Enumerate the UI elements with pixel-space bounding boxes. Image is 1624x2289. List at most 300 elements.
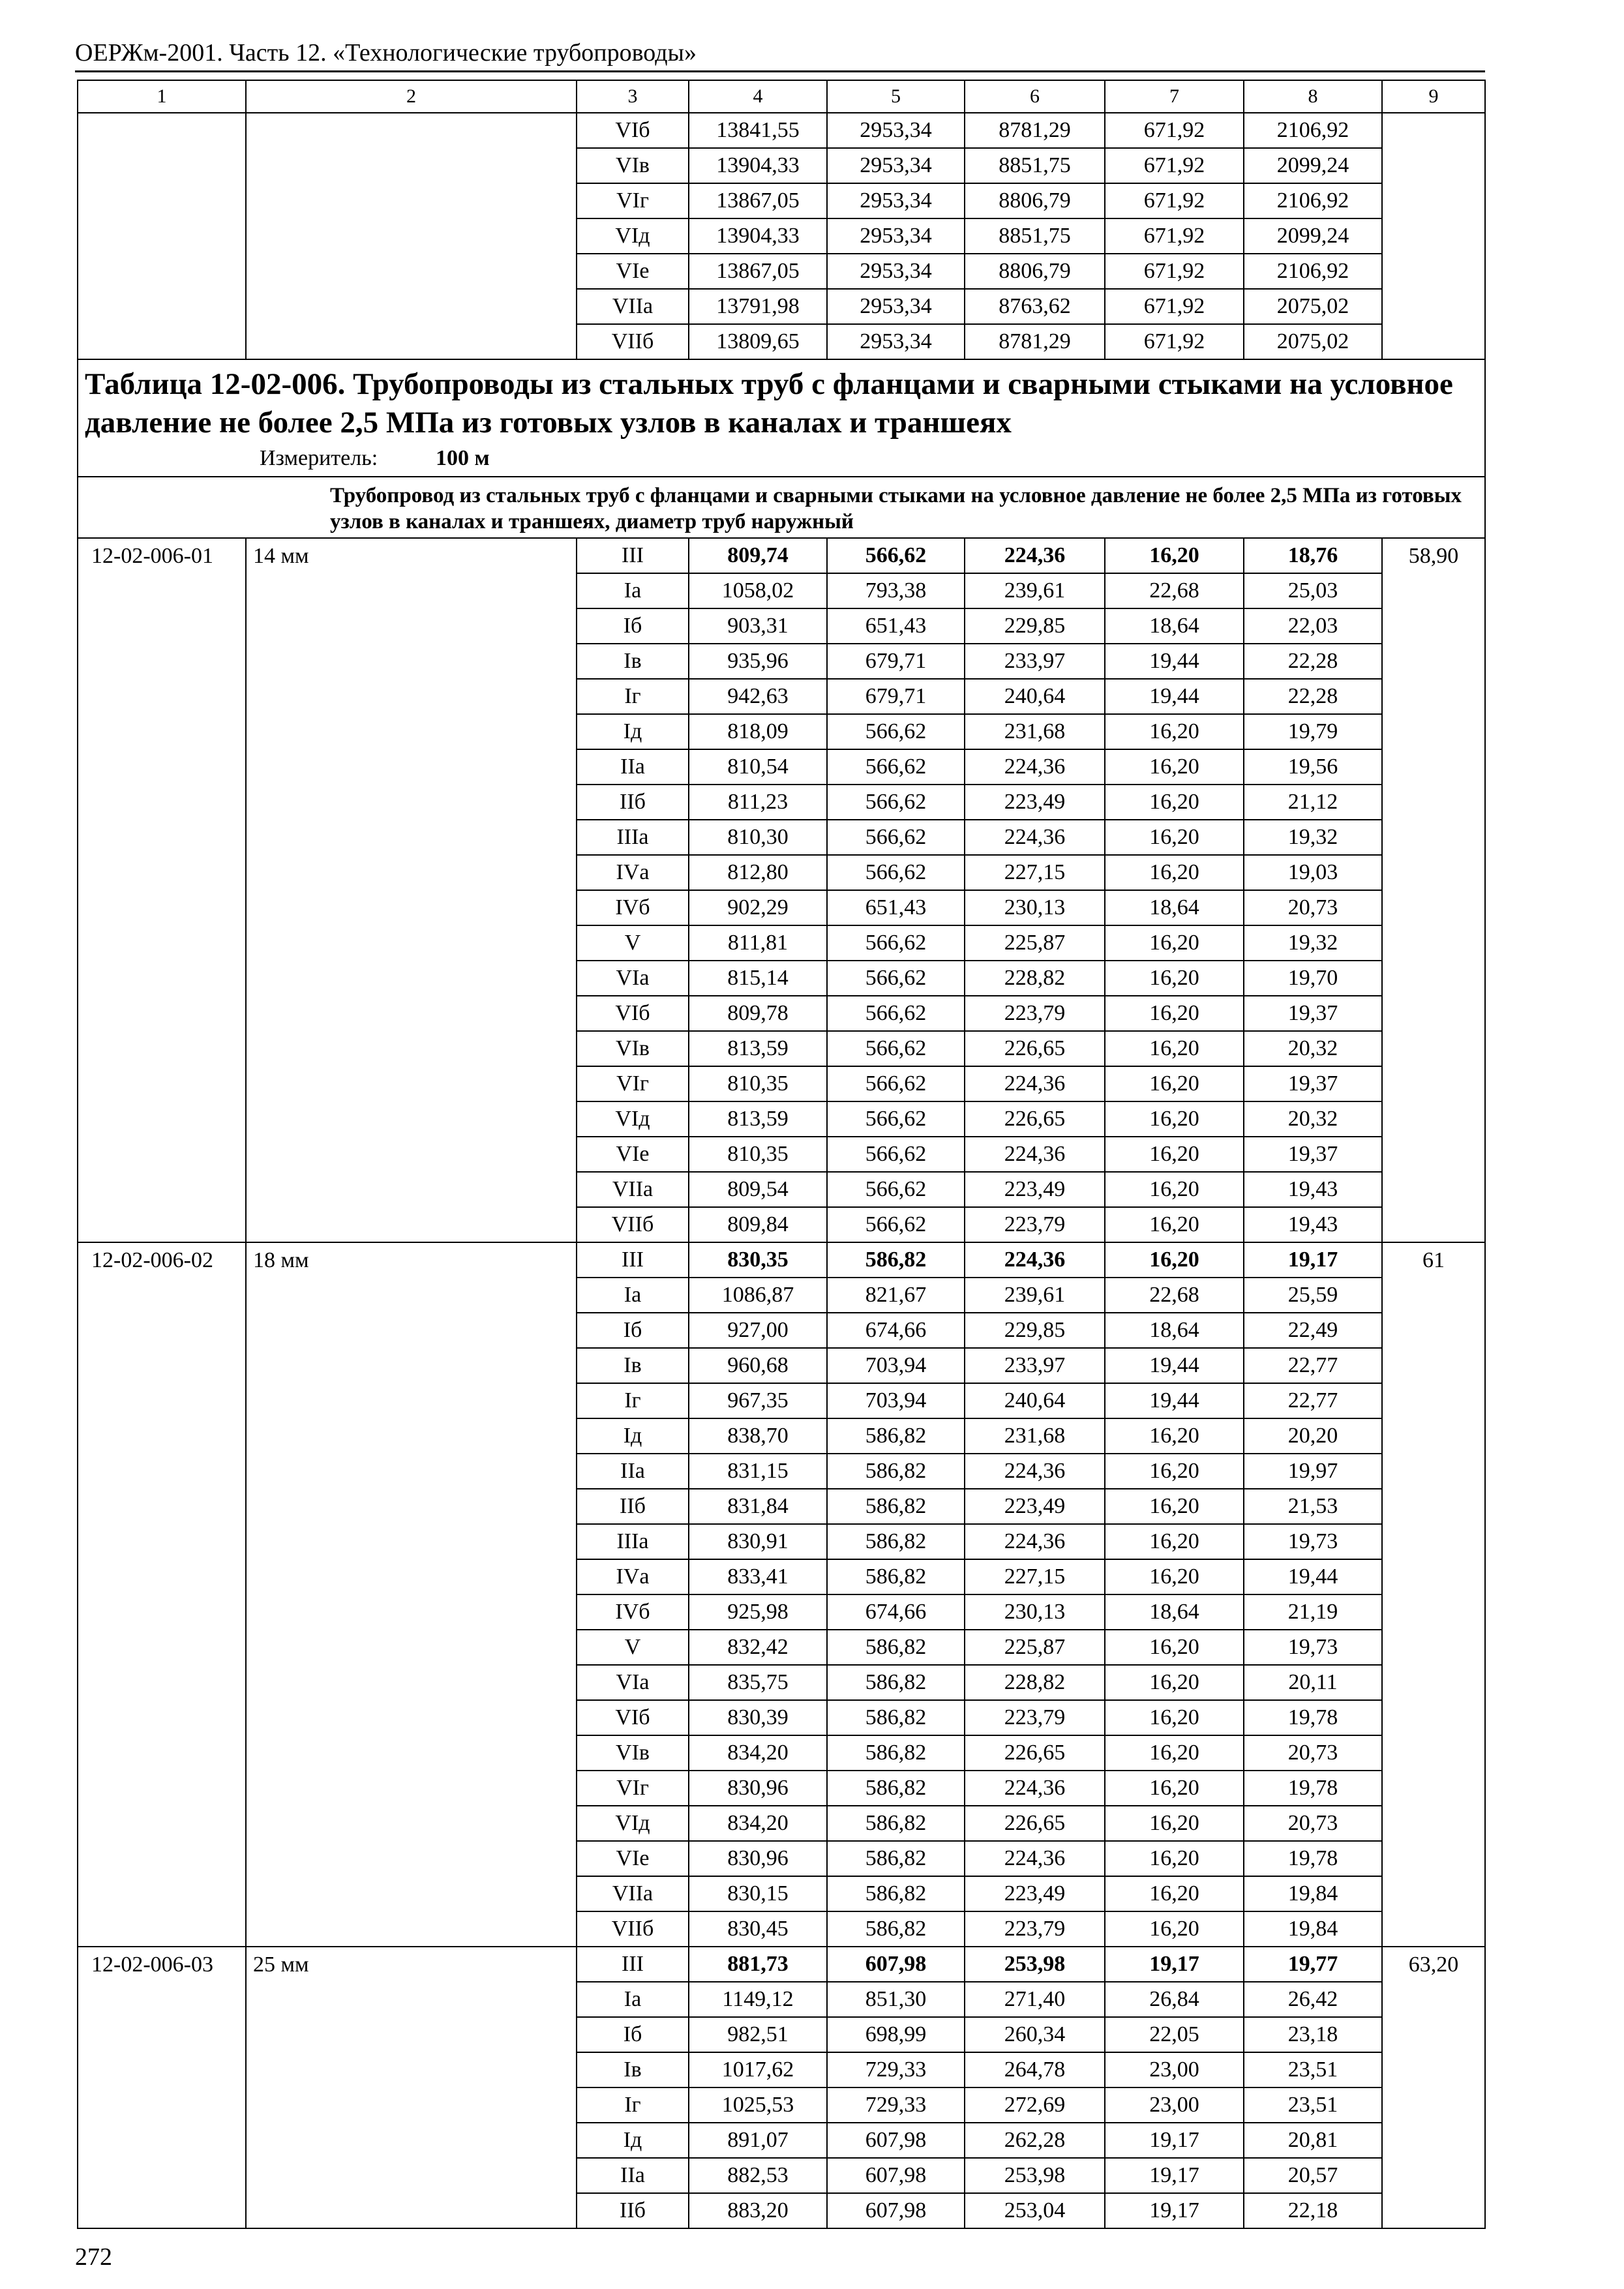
value-cell: 698,99	[827, 2017, 965, 2052]
code-cell	[78, 113, 246, 359]
value-cell: 19,73	[1244, 1630, 1382, 1665]
value-cell: 20,73	[1244, 1806, 1382, 1841]
value-cell: 1149,12	[689, 1982, 827, 2017]
value-cell: 22,05	[1105, 2017, 1244, 2052]
measure-value: 100 м	[436, 445, 490, 470]
value-cell: 19,43	[1244, 1207, 1382, 1242]
value-cell: 19,78	[1244, 1771, 1382, 1806]
region-zone-cell: Iа	[577, 573, 689, 608]
value-cell: 19,43	[1244, 1172, 1382, 1207]
value-cell: 830,91	[689, 1524, 827, 1559]
region-zone-cell: IIб	[577, 1489, 689, 1524]
value-cell: 19,44	[1244, 1559, 1382, 1594]
value-cell: 260,34	[965, 2017, 1105, 2052]
value-cell: 19,97	[1244, 1454, 1382, 1489]
value-cell: 23,51	[1244, 2052, 1382, 2087]
region-zone-cell: IVб	[577, 890, 689, 925]
value-cell: 226,65	[965, 1101, 1105, 1137]
value-cell: 586,82	[827, 1841, 965, 1876]
value-cell: 13841,55	[689, 113, 827, 148]
region-zone-cell: VIг	[577, 183, 689, 218]
value-cell: 26,42	[1244, 1982, 1382, 2017]
value-cell: 23,00	[1105, 2087, 1244, 2123]
value-cell: 607,98	[827, 2158, 965, 2193]
value-cell: 223,79	[965, 996, 1105, 1031]
value-cell: 679,71	[827, 679, 965, 714]
region-zone-cell: Iб	[577, 2017, 689, 2052]
value-cell: 223,79	[965, 1700, 1105, 1735]
value-cell: 586,82	[827, 1489, 965, 1524]
column-number: 6	[965, 80, 1105, 113]
region-zone-cell: VIIб	[577, 1911, 689, 1947]
value-cell: 13809,65	[689, 324, 827, 359]
value-cell: 230,13	[965, 1594, 1105, 1630]
value-cell: 22,28	[1244, 679, 1382, 714]
value-cell: 223,49	[965, 785, 1105, 820]
value-cell: 13904,33	[689, 218, 827, 254]
value-cell: 566,62	[827, 749, 965, 785]
value-cell: 831,84	[689, 1489, 827, 1524]
value-cell: 793,38	[827, 573, 965, 608]
value-cell: 809,54	[689, 1172, 827, 1207]
value-cell: 18,64	[1105, 1313, 1244, 1348]
value-cell: 19,79	[1244, 714, 1382, 749]
value-cell: 20,20	[1244, 1418, 1382, 1454]
value-cell: 226,65	[965, 1031, 1105, 1066]
value-cell: 226,65	[965, 1806, 1105, 1841]
value-cell: 231,68	[965, 1418, 1105, 1454]
value-cell: 19,78	[1244, 1700, 1382, 1735]
value-cell: 25,59	[1244, 1278, 1382, 1313]
value-cell: 810,35	[689, 1137, 827, 1172]
value-cell: 231,68	[965, 714, 1105, 749]
value-cell: 16,20	[1105, 855, 1244, 890]
value-cell: 651,43	[827, 608, 965, 644]
table-row	[78, 1947, 1485, 1982]
region-zone-cell: IVа	[577, 1559, 689, 1594]
value-cell: 2953,34	[827, 113, 965, 148]
value-cell: 2106,92	[1244, 254, 1382, 289]
value-cell: 20,81	[1244, 2123, 1382, 2158]
value-cell: 566,62	[827, 785, 965, 820]
value-cell: 566,62	[827, 855, 965, 890]
value-cell: 586,82	[827, 1771, 965, 1806]
value-cell: 224,36	[965, 1454, 1105, 1489]
value-cell: 703,94	[827, 1383, 965, 1418]
value-cell: 16,20	[1105, 1242, 1244, 1278]
value-cell: 20,11	[1244, 1665, 1382, 1700]
value-cell: 16,20	[1105, 1700, 1244, 1735]
value-cell: 586,82	[827, 1242, 965, 1278]
measure-label: Измеритель:	[260, 445, 378, 470]
value-cell: 224,36	[965, 1242, 1105, 1278]
value-cell: 22,68	[1105, 1278, 1244, 1313]
value-cell: 224,36	[965, 1137, 1105, 1172]
value-cell: 16,20	[1105, 1841, 1244, 1876]
region-zone-cell: VIIа	[577, 1876, 689, 1911]
value-cell: 18,64	[1105, 608, 1244, 644]
value-cell: 21,12	[1244, 785, 1382, 820]
value-cell: 942,63	[689, 679, 827, 714]
region-zone-cell: Iа	[577, 1982, 689, 2017]
value-cell: 2099,24	[1244, 148, 1382, 183]
rate-code: 12-02-006-03	[78, 1947, 246, 2228]
material-price: 58,90	[1382, 538, 1485, 1242]
value-cell: 228,82	[965, 961, 1105, 996]
value-cell: 674,66	[827, 1313, 965, 1348]
region-zone-cell: Iг	[577, 2087, 689, 2123]
value-cell: 224,36	[965, 749, 1105, 785]
value-cell: 16,20	[1105, 1911, 1244, 1947]
value-cell: 253,04	[965, 2193, 1105, 2228]
value-cell: 23,00	[1105, 2052, 1244, 2087]
value-cell: 2075,02	[1244, 289, 1382, 324]
region-zone-cell: VIе	[577, 1841, 689, 1876]
value-cell: 22,03	[1244, 608, 1382, 644]
value-cell: 586,82	[827, 1806, 965, 1841]
table-title: Таблица 12-02-006. Трубопроводы из стальных труб с фланцами и сварными стыками на условное давление не более 2,5 МПа из готовых узлов в каналах и траншеях	[85, 367, 1453, 440]
value-cell: 883,20	[689, 2193, 827, 2228]
value-cell: 224,36	[965, 820, 1105, 855]
value-cell: 19,03	[1244, 855, 1382, 890]
value-cell: 19,56	[1244, 749, 1382, 785]
value-cell: 223,79	[965, 1207, 1105, 1242]
value-cell: 16,20	[1105, 1489, 1244, 1524]
value-cell: 223,49	[965, 1489, 1105, 1524]
value-cell: 813,59	[689, 1101, 827, 1137]
value-cell: 2075,02	[1244, 324, 1382, 359]
value-cell: 8806,79	[965, 254, 1105, 289]
value-cell: 566,62	[827, 961, 965, 996]
region-zone-cell: VIе	[577, 254, 689, 289]
value-cell: 8763,62	[965, 289, 1105, 324]
region-zone-cell: VIв	[577, 1735, 689, 1771]
value-cell: 16,20	[1105, 1876, 1244, 1911]
table-subtitle-row	[78, 477, 1485, 539]
value-cell: 16,20	[1105, 1418, 1244, 1454]
column-number: 9	[1382, 80, 1485, 113]
value-cell: 834,20	[689, 1806, 827, 1841]
rate-code: 12-02-006-02	[78, 1242, 246, 1947]
value-cell: 16,20	[1105, 538, 1244, 573]
value-cell: 13867,05	[689, 183, 827, 218]
value-cell: 271,40	[965, 1982, 1105, 2017]
value-cell: 264,78	[965, 2052, 1105, 2087]
value-cell: 239,61	[965, 1278, 1105, 1313]
value-cell: 223,49	[965, 1172, 1105, 1207]
value-cell: 566,62	[827, 1207, 965, 1242]
value-cell: 566,62	[827, 1031, 965, 1066]
value-cell: 22,18	[1244, 2193, 1382, 2228]
value-cell: 16,20	[1105, 1137, 1244, 1172]
value-cell: 674,66	[827, 1594, 965, 1630]
value-cell: 671,92	[1105, 183, 1244, 218]
region-zone-cell: V	[577, 1630, 689, 1665]
region-zone-cell: IIб	[577, 2193, 689, 2228]
region-zone-cell: VIIа	[577, 1172, 689, 1207]
value-cell: 26,84	[1105, 1982, 1244, 2017]
value-cell: 891,07	[689, 2123, 827, 2158]
value-cell: 607,98	[827, 2123, 965, 2158]
column-number: 3	[577, 80, 689, 113]
value-cell: 16,20	[1105, 1454, 1244, 1489]
value-cell: 13867,05	[689, 254, 827, 289]
region-zone-cell: VIа	[577, 961, 689, 996]
value-cell: 671,92	[1105, 218, 1244, 254]
value-cell: 253,98	[965, 1947, 1105, 1982]
region-zone-cell: IIб	[577, 785, 689, 820]
value-cell: 262,28	[965, 2123, 1105, 2158]
value-cell: 224,36	[965, 538, 1105, 573]
value-cell: 2953,34	[827, 148, 965, 183]
table-row	[78, 538, 1485, 573]
value-cell: 16,20	[1105, 1806, 1244, 1841]
value-cell: 16,20	[1105, 749, 1244, 785]
table-title-row	[78, 359, 1485, 477]
value-cell: 586,82	[827, 1418, 965, 1454]
region-zone-cell: III	[577, 1242, 689, 1278]
value-cell: 19,44	[1105, 679, 1244, 714]
value-cell: 19,70	[1244, 961, 1382, 996]
region-zone-cell: VIIа	[577, 289, 689, 324]
value-cell: 224,36	[965, 1771, 1105, 1806]
value-cell: 19,78	[1244, 1841, 1382, 1876]
value-cell: 224,36	[965, 1524, 1105, 1559]
value-cell: 830,15	[689, 1876, 827, 1911]
value-cell: 566,62	[827, 996, 965, 1031]
value-cell: 19,44	[1105, 1348, 1244, 1383]
column-number: 4	[689, 80, 827, 113]
region-zone-cell: IVа	[577, 855, 689, 890]
value-cell: 671,92	[1105, 254, 1244, 289]
value-cell: 881,73	[689, 1947, 827, 1982]
value-cell: 19,17	[1244, 1242, 1382, 1278]
value-cell: 566,62	[827, 925, 965, 961]
region-zone-cell: Iд	[577, 714, 689, 749]
value-cell: 19,73	[1244, 1524, 1382, 1559]
value-cell: 812,80	[689, 855, 827, 890]
value-cell: 233,97	[965, 644, 1105, 679]
value-cell: 1017,62	[689, 2052, 827, 2087]
value-cell: 228,82	[965, 1665, 1105, 1700]
page-number: 272	[75, 2243, 112, 2271]
value-cell: 19,32	[1244, 925, 1382, 961]
value-cell: 586,82	[827, 1559, 965, 1594]
region-zone-cell: IIа	[577, 1454, 689, 1489]
value-cell: 22,77	[1244, 1348, 1382, 1383]
table-subtitle: Трубопровод из стальных труб с фланцами и сварными стыками на условное давление не более 2,5 МПа из готовых узлов в каналах и траншеях, диаметр труб наружный	[78, 477, 1485, 539]
value-cell: 967,35	[689, 1383, 827, 1418]
column-number: 7	[1105, 80, 1244, 113]
value-cell: 982,51	[689, 2017, 827, 2052]
value-cell: 882,53	[689, 2158, 827, 2193]
value-cell: 19,44	[1105, 644, 1244, 679]
value-cell: 23,18	[1244, 2017, 1382, 2052]
value-cell: 22,28	[1244, 644, 1382, 679]
value-cell: 227,15	[965, 1559, 1105, 1594]
value-cell: 679,71	[827, 644, 965, 679]
value-cell: 20,57	[1244, 2158, 1382, 2193]
value-cell: 223,49	[965, 1876, 1105, 1911]
rate-code: 12-02-006-01	[78, 538, 246, 1242]
column-number: 5	[827, 80, 965, 113]
table-body	[78, 80, 1485, 2228]
region-zone-cell: Iд	[577, 1418, 689, 1454]
value-cell: 16,20	[1105, 1101, 1244, 1137]
pipe-diameter: 18 мм	[246, 1242, 577, 1947]
value-cell: 13904,33	[689, 148, 827, 183]
value-cell: 809,84	[689, 1207, 827, 1242]
region-zone-cell: VIв	[577, 148, 689, 183]
value-cell: 830,39	[689, 1700, 827, 1735]
region-zone-cell: Iб	[577, 1313, 689, 1348]
region-zone-cell: IIIа	[577, 1524, 689, 1559]
value-cell: 809,78	[689, 996, 827, 1031]
value-cell: 233,97	[965, 1348, 1105, 1383]
value-cell: 22,49	[1244, 1313, 1382, 1348]
value-cell: 16,20	[1105, 961, 1244, 996]
region-zone-cell: Iд	[577, 2123, 689, 2158]
value-cell: 16,20	[1105, 1172, 1244, 1207]
value-cell: 22,77	[1244, 1383, 1382, 1418]
value-cell: 566,62	[827, 1101, 965, 1137]
value-cell: 586,82	[827, 1665, 965, 1700]
region-zone-cell: Iб	[577, 608, 689, 644]
region-zone-cell: Iг	[577, 679, 689, 714]
value-cell: 671,92	[1105, 324, 1244, 359]
value-cell: 2953,34	[827, 324, 965, 359]
value-cell: 809,74	[689, 538, 827, 573]
region-zone-cell: VIд	[577, 1101, 689, 1137]
value-cell: 2099,24	[1244, 218, 1382, 254]
value-cell: 813,59	[689, 1031, 827, 1066]
value-cell: 16,20	[1105, 1207, 1244, 1242]
value-cell: 224,36	[965, 1066, 1105, 1101]
value-cell: 810,30	[689, 820, 827, 855]
region-zone-cell: VIе	[577, 1137, 689, 1172]
region-zone-cell: Iв	[577, 2052, 689, 2087]
value-cell: 586,82	[827, 1911, 965, 1947]
value-cell: 230,13	[965, 890, 1105, 925]
value-cell: 830,96	[689, 1771, 827, 1806]
value-cell: 729,33	[827, 2087, 965, 2123]
region-zone-cell: VIв	[577, 1031, 689, 1066]
material-price: 61	[1382, 1242, 1485, 1947]
value-cell: 19,32	[1244, 820, 1382, 855]
value-cell: 607,98	[827, 1947, 965, 1982]
value-cell: 607,98	[827, 2193, 965, 2228]
value-cell: 16,20	[1105, 714, 1244, 749]
value-cell: 19,17	[1105, 1947, 1244, 1982]
value-cell: 810,54	[689, 749, 827, 785]
value-cell: 240,64	[965, 679, 1105, 714]
value-cell: 21,19	[1244, 1594, 1382, 1630]
table-row	[78, 1242, 1485, 1278]
value-cell: 18,64	[1105, 1594, 1244, 1630]
value-cell: 830,45	[689, 1911, 827, 1947]
value-cell: 831,15	[689, 1454, 827, 1489]
value-cell: 13791,98	[689, 289, 827, 324]
value-cell: 272,69	[965, 2087, 1105, 2123]
value-cell: 566,62	[827, 538, 965, 573]
region-zone-cell: VIб	[577, 1700, 689, 1735]
value-cell: 833,41	[689, 1559, 827, 1594]
region-zone-cell: VIд	[577, 218, 689, 254]
value-cell: 23,51	[1244, 2087, 1382, 2123]
value-cell: 1058,02	[689, 573, 827, 608]
pipe-diameter: 25 мм	[246, 1947, 577, 2228]
value-cell: 16,20	[1105, 785, 1244, 820]
value-cell: 927,00	[689, 1313, 827, 1348]
region-zone-cell: IVб	[577, 1594, 689, 1630]
region-zone-cell: V	[577, 925, 689, 961]
region-zone-cell: Iв	[577, 644, 689, 679]
value-cell: 16,20	[1105, 1524, 1244, 1559]
value-cell: 225,87	[965, 925, 1105, 961]
value-cell: 566,62	[827, 820, 965, 855]
value-cell: 18,76	[1244, 538, 1382, 573]
region-zone-cell: III	[577, 538, 689, 573]
running-header: ОЕРЖм-2001. Часть 12. «Технологические трубопроводы»	[75, 39, 697, 67]
value-cell: 239,61	[965, 573, 1105, 608]
value-cell: 19,17	[1105, 2123, 1244, 2158]
region-zone-cell: VIIб	[577, 1207, 689, 1242]
value-cell: 225,87	[965, 1630, 1105, 1665]
value-cell: 703,94	[827, 1348, 965, 1383]
value-cell: 811,81	[689, 925, 827, 961]
value-cell: 566,62	[827, 1066, 965, 1101]
pipe-diameter: 14 мм	[246, 538, 577, 1242]
value-cell: 671,92	[1105, 289, 1244, 324]
value-cell: 22,68	[1105, 573, 1244, 608]
value-cell: 224,36	[965, 1841, 1105, 1876]
value-cell: 19,17	[1105, 2193, 1244, 2228]
value-cell: 223,79	[965, 1911, 1105, 1947]
value-cell: 20,73	[1244, 1735, 1382, 1771]
value-cell: 830,96	[689, 1841, 827, 1876]
header-rule	[75, 70, 1485, 72]
value-cell: 2953,34	[827, 183, 965, 218]
value-cell: 821,67	[827, 1278, 965, 1313]
value-cell: 566,62	[827, 1172, 965, 1207]
value-cell: 229,85	[965, 608, 1105, 644]
value-cell: 20,32	[1244, 1101, 1382, 1137]
value-cell: 226,65	[965, 1735, 1105, 1771]
value-cell: 851,30	[827, 1982, 965, 2017]
value-cell: 2953,34	[827, 254, 965, 289]
value-cell: 16,20	[1105, 1559, 1244, 1594]
value-cell: 935,96	[689, 644, 827, 679]
value-cell: 671,92	[1105, 148, 1244, 183]
region-zone-cell: Iг	[577, 1383, 689, 1418]
value-cell: 20,32	[1244, 1031, 1382, 1066]
value-cell: 16,20	[1105, 820, 1244, 855]
value-cell: 2106,92	[1244, 183, 1382, 218]
value-cell: 16,20	[1105, 1735, 1244, 1771]
value-cell: 19,37	[1244, 996, 1382, 1031]
value-cell: 2953,34	[827, 289, 965, 324]
value-cell: 586,82	[827, 1735, 965, 1771]
diameter-cell	[246, 113, 577, 359]
column-number: 1	[78, 80, 246, 113]
value-cell: 227,15	[965, 855, 1105, 890]
value-cell: 16,20	[1105, 925, 1244, 961]
value-cell: 810,35	[689, 1066, 827, 1101]
value-cell: 903,31	[689, 608, 827, 644]
region-zone-cell: Iа	[577, 1278, 689, 1313]
value-cell: 16,20	[1105, 1771, 1244, 1806]
value-cell: 586,82	[827, 1524, 965, 1559]
